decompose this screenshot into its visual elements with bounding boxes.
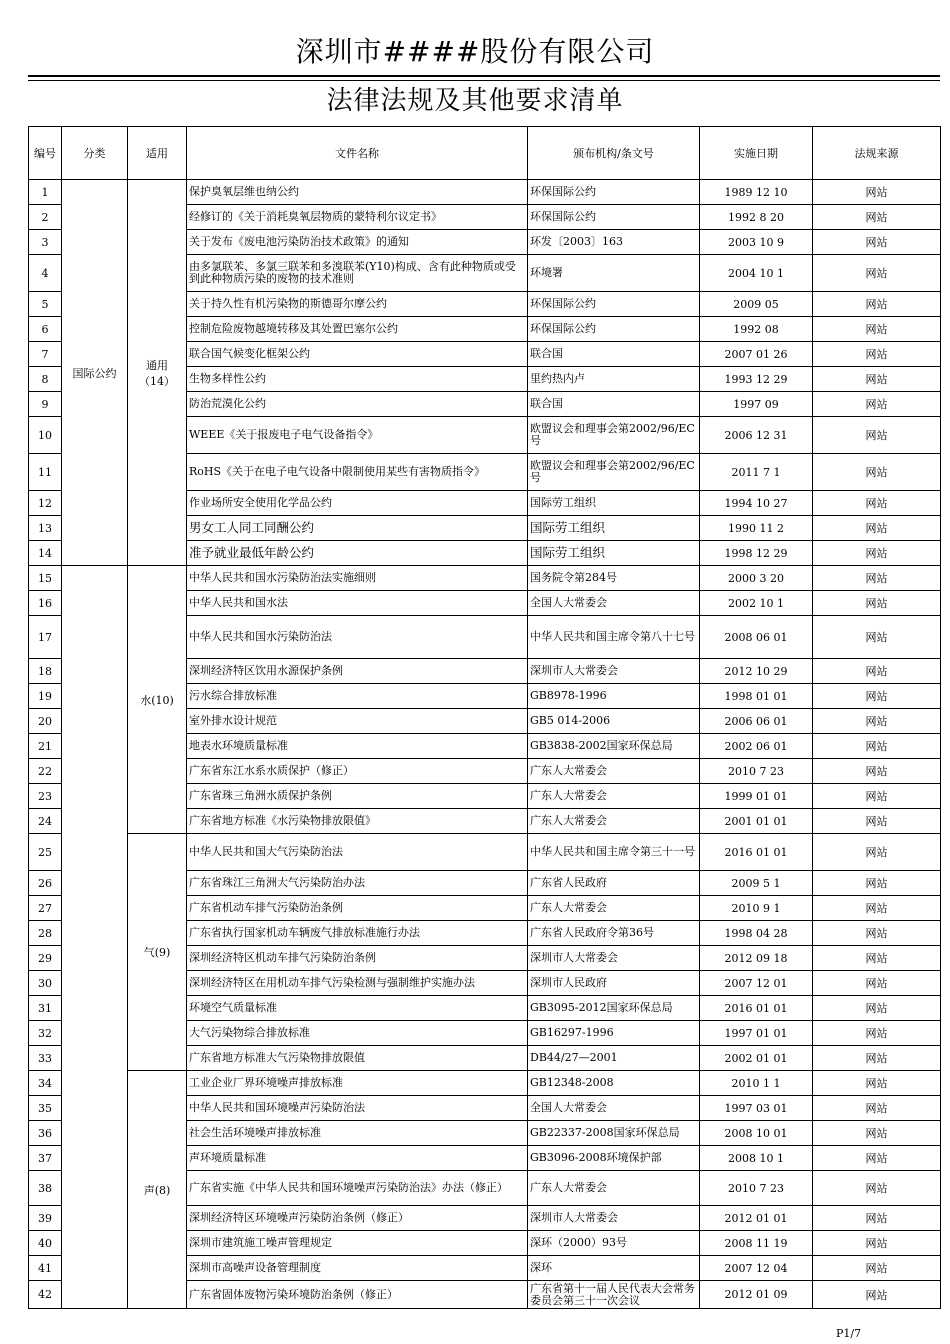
effective-date: 2006 06 01 — [700, 709, 813, 734]
effective-date: 2000 3 20 — [700, 566, 813, 591]
source: 网站 — [813, 491, 941, 516]
source: 网站 — [813, 709, 941, 734]
source: 网站 — [813, 809, 941, 834]
issuer: 全国人大常委会 — [528, 1096, 700, 1121]
row-number: 30 — [29, 971, 62, 996]
source: 网站 — [813, 1096, 941, 1121]
document-name: 中华人民共和国水法 — [187, 591, 528, 616]
source: 网站 — [813, 392, 941, 417]
issuer: 里约热内卢 — [528, 367, 700, 392]
header-issuer: 颁布机构/条文号 — [528, 127, 700, 180]
document-name: 环境空气质量标准 — [187, 996, 528, 1021]
row-number: 32 — [29, 1021, 62, 1046]
row-number: 7 — [29, 342, 62, 367]
row-number: 3 — [29, 230, 62, 255]
row-number: 42 — [29, 1281, 62, 1309]
row-number: 22 — [29, 759, 62, 784]
row-number: 23 — [29, 784, 62, 809]
scope-cell: 通用 （14） — [128, 180, 187, 566]
source: 网站 — [813, 871, 941, 896]
row-number: 37 — [29, 1146, 62, 1171]
document-name: 防治荒漠化公约 — [187, 392, 528, 417]
issuer: 深圳市人民政府 — [528, 971, 700, 996]
document-name: 污水综合排放标准 — [187, 684, 528, 709]
row-number: 13 — [29, 516, 62, 541]
row-number: 16 — [29, 591, 62, 616]
row-number: 33 — [29, 1046, 62, 1071]
effective-date: 2011 7 1 — [700, 454, 813, 491]
row-number: 26 — [29, 871, 62, 896]
source: 网站 — [813, 1206, 941, 1231]
effective-date: 1998 01 01 — [700, 684, 813, 709]
effective-date: 1992 8 20 — [700, 205, 813, 230]
document-name: 关于发布《废电池污染防治技术政策》的通知 — [187, 230, 528, 255]
effective-date: 2012 10 29 — [700, 659, 813, 684]
header-category: 分类 — [62, 127, 128, 180]
source: 网站 — [813, 921, 941, 946]
source: 网站 — [813, 1021, 941, 1046]
issuer: 环保国际公约 — [528, 292, 700, 317]
document-name: 中华人民共和国水污染防治法实施细则 — [187, 566, 528, 591]
document-name: 广东省固体废物污染环境防治条例（修正） — [187, 1281, 528, 1309]
issuer: 国际劳工组织 — [528, 516, 700, 541]
effective-date: 1990 11 2 — [700, 516, 813, 541]
source: 网站 — [813, 417, 941, 454]
source: 网站 — [813, 896, 941, 921]
effective-date: 1993 12 29 — [700, 367, 813, 392]
document-name: 作业场所安全使用化学品公约 — [187, 491, 528, 516]
issuer: 广东人大常委会 — [528, 896, 700, 921]
issuer: 环保国际公约 — [528, 317, 700, 342]
source: 网站 — [813, 616, 941, 659]
effective-date: 2008 10 01 — [700, 1121, 813, 1146]
document-name: 广东省执行国家机动车辆废气排放标准施行办法 — [187, 921, 528, 946]
issuer: DB44/27—2001 — [528, 1046, 700, 1071]
document-name: 广东省地方标准大气污染物排放限值 — [187, 1046, 528, 1071]
issuer: 深圳市人大常委会 — [528, 659, 700, 684]
table-row — [29, 1071, 941, 1096]
effective-date: 1998 12 29 — [700, 541, 813, 566]
row-number: 29 — [29, 946, 62, 971]
document-name: 广东省机动车排气污染防治条例 — [187, 896, 528, 921]
source: 网站 — [813, 342, 941, 367]
row-number: 35 — [29, 1096, 62, 1121]
document-name: 中华人民共和国大气污染防治法 — [187, 834, 528, 871]
issuer: 广东省人民政府令第36号 — [528, 921, 700, 946]
row-number: 17 — [29, 616, 62, 659]
document-name: 广东省珠三角洲水质保护条例 — [187, 784, 528, 809]
document-name: 地表水环境质量标准 — [187, 734, 528, 759]
issuer: GB12348-2008 — [528, 1071, 700, 1096]
source: 网站 — [813, 759, 941, 784]
document-name: 男女工人同工同酬公约 — [187, 516, 528, 541]
effective-date: 2008 10 1 — [700, 1146, 813, 1171]
issuer: 广东人大常委会 — [528, 759, 700, 784]
source: 网站 — [813, 684, 941, 709]
source: 网站 — [813, 367, 941, 392]
issuer: 全国人大常委会 — [528, 591, 700, 616]
effective-date: 2007 12 04 — [700, 1256, 813, 1281]
row-number: 21 — [29, 734, 62, 759]
document-name: 大气污染物综合排放标准 — [187, 1021, 528, 1046]
row-number: 11 — [29, 454, 62, 491]
row-number: 2 — [29, 205, 62, 230]
document-name: 准予就业最低年龄公约 — [187, 541, 528, 566]
source: 网站 — [813, 1231, 941, 1256]
document-name: 关于持久性有机污染物的斯德哥尔摩公约 — [187, 292, 528, 317]
source: 网站 — [813, 996, 941, 1021]
effective-date: 2016 01 01 — [700, 996, 813, 1021]
effective-date: 1997 01 01 — [700, 1021, 813, 1046]
issuer: 环境署 — [528, 255, 700, 292]
table-header-row — [29, 127, 941, 180]
effective-date: 2002 10 1 — [700, 591, 813, 616]
header-source: 法规来源 — [813, 127, 941, 180]
row-number: 14 — [29, 541, 62, 566]
effective-date: 1997 09 — [700, 392, 813, 417]
effective-date: 2006 12 31 — [700, 417, 813, 454]
effective-date: 1989 12 10 — [700, 180, 813, 205]
effective-date: 2002 06 01 — [700, 734, 813, 759]
source: 网站 — [813, 292, 941, 317]
row-number: 28 — [29, 921, 62, 946]
issuer: 环保国际公约 — [528, 180, 700, 205]
document-name: 社会生活环境噪声排放标准 — [187, 1121, 528, 1146]
issuer: GB8978-1996 — [528, 684, 700, 709]
effective-date: 2002 01 01 — [700, 1046, 813, 1071]
document-name: 中华人民共和国水污染防治法 — [187, 616, 528, 659]
source: 网站 — [813, 659, 941, 684]
document-name: 广东省东江水系水质保护（修正） — [187, 759, 528, 784]
issuer: 联合国 — [528, 342, 700, 367]
document-name: 深圳经济特区在用机动车排气污染检测与强制维护实施办法 — [187, 971, 528, 996]
issuer: 国际劳工组织 — [528, 541, 700, 566]
row-number: 40 — [29, 1231, 62, 1256]
issuer: 联合国 — [528, 392, 700, 417]
issuer: GB16297-1996 — [528, 1021, 700, 1046]
issuer: 中华人民共和国主席令第八十七号 — [528, 616, 700, 659]
effective-date: 1997 03 01 — [700, 1096, 813, 1121]
issuer: 深环 — [528, 1256, 700, 1281]
company-title: 深圳市####股份有限公司 — [295, 35, 655, 68]
row-number: 41 — [29, 1256, 62, 1281]
document-name: 工业企业厂界环境噪声排放标准 — [187, 1071, 528, 1096]
issuer: 欧盟议会和理事会第2002/96/EC号 — [528, 454, 700, 491]
document-name: 深圳经济特区环境噪声污染防治条例（修正） — [187, 1206, 528, 1231]
document-name: RoHS《关于在电子电气设备中限制使用某些有害物质指令》 — [187, 454, 528, 491]
source: 网站 — [813, 516, 941, 541]
row-number: 12 — [29, 491, 62, 516]
table-row — [29, 834, 941, 871]
effective-date: 1999 01 01 — [700, 784, 813, 809]
effective-date: 2010 7 23 — [700, 1171, 813, 1206]
row-number: 31 — [29, 996, 62, 1021]
row-number: 25 — [29, 834, 62, 871]
document-name: 室外排水设计规范 — [187, 709, 528, 734]
effective-date: 1998 04 28 — [700, 921, 813, 946]
issuer: 欧盟议会和理事会第2002/96/EC号 — [528, 417, 700, 454]
effective-date: 2016 01 01 — [700, 834, 813, 871]
document-name: 中华人民共和国环境噪声污染防治法 — [187, 1096, 528, 1121]
source: 网站 — [813, 1281, 941, 1309]
header-no: 编号 — [29, 127, 62, 180]
effective-date: 2001 01 01 — [700, 809, 813, 834]
effective-date: 2007 01 26 — [700, 342, 813, 367]
effective-date: 2012 01 01 — [700, 1206, 813, 1231]
row-number: 20 — [29, 709, 62, 734]
source: 网站 — [813, 591, 941, 616]
source: 网站 — [813, 1121, 941, 1146]
issuer: GB5 014-2006 — [528, 709, 700, 734]
effective-date: 2007 12 01 — [700, 971, 813, 996]
row-number: 24 — [29, 809, 62, 834]
issuer: 深圳市人大常委会 — [528, 1206, 700, 1231]
table-row — [29, 180, 941, 205]
issuer: 环发〔2003〕163 — [528, 230, 700, 255]
row-number: 27 — [29, 896, 62, 921]
row-number: 38 — [29, 1171, 62, 1206]
document-name: 由多氯联苯、多氯三联苯和多溴联苯(Y10)构成、含有此种物质或受到此种物质污染的废物的技术准则 — [187, 255, 528, 292]
issuer: 广东人大常委会 — [528, 784, 700, 809]
source: 网站 — [813, 784, 941, 809]
source: 网站 — [813, 205, 941, 230]
document-name: 生物多样性公约 — [187, 367, 528, 392]
category-cell: 国际公约 — [62, 180, 128, 566]
effective-date: 2003 10 9 — [700, 230, 813, 255]
source: 网站 — [813, 734, 941, 759]
category-cell — [62, 566, 128, 1309]
row-number: 10 — [29, 417, 62, 454]
regulations-table — [28, 126, 941, 1309]
header-scope: 适用 — [128, 127, 187, 180]
row-number: 15 — [29, 566, 62, 591]
header-name: 文件名称 — [187, 127, 528, 180]
document-name: 联合国气候变化框架公约 — [187, 342, 528, 367]
issuer: 深环（2000）93号 — [528, 1231, 700, 1256]
source: 网站 — [813, 541, 941, 566]
header-date: 实施日期 — [700, 127, 813, 180]
scope-cell: 气(9) — [128, 834, 187, 1071]
title-rule — [28, 75, 940, 77]
row-number: 36 — [29, 1121, 62, 1146]
row-number: 1 — [29, 180, 62, 205]
effective-date: 1992 08 — [700, 317, 813, 342]
document-name: 深圳市建筑施工噪声管理规定 — [187, 1231, 528, 1256]
issuer: GB3838-2002国家环保总局 — [528, 734, 700, 759]
source: 网站 — [813, 834, 941, 871]
issuer: 中华人民共和国主席令第三十一号 — [528, 834, 700, 871]
row-number: 39 — [29, 1206, 62, 1231]
row-number: 34 — [29, 1071, 62, 1096]
source: 网站 — [813, 566, 941, 591]
source: 网站 — [813, 230, 941, 255]
issuer: GB3096-2008环境保护部 — [528, 1146, 700, 1171]
effective-date: 2008 06 01 — [700, 616, 813, 659]
source: 网站 — [813, 317, 941, 342]
document-name: 广东省实施《中华人民共和国环境噪声污染防治法》办法（修正） — [187, 1171, 528, 1206]
effective-date: 2010 1 1 — [700, 1071, 813, 1096]
table-row — [29, 566, 941, 591]
effective-date: 2009 05 — [700, 292, 813, 317]
document-name: 广东省地方标准《水污染物排放限值》 — [187, 809, 528, 834]
document-name: 控制危险废物越境转移及其处置巴塞尔公约 — [187, 317, 528, 342]
document-name: 深圳经济特区饮用水源保护条例 — [187, 659, 528, 684]
source: 网站 — [813, 454, 941, 491]
issuer: 环保国际公约 — [528, 205, 700, 230]
document-name: WEEE《关于报废电子电气设备指令》 — [187, 417, 528, 454]
row-number: 18 — [29, 659, 62, 684]
row-number: 8 — [29, 367, 62, 392]
effective-date: 2010 7 23 — [700, 759, 813, 784]
issuer: GB3095-2012国家环保总局 — [528, 996, 700, 1021]
document-name: 经修订的《关于消耗臭氧层物质的蒙特利尔议定书》 — [187, 205, 528, 230]
issuer: 国务院令第284号 — [528, 566, 700, 591]
scope-cell: 水(10) — [128, 566, 187, 834]
source: 网站 — [813, 180, 941, 205]
issuer: 深圳市人大常委会 — [528, 946, 700, 971]
source: 网站 — [813, 1256, 941, 1281]
source: 网站 — [813, 1046, 941, 1071]
document-subtitle: 法律法规及其他要求清单 — [326, 86, 624, 116]
issuer: GB22337-2008国家环保总局 — [528, 1121, 700, 1146]
source: 网站 — [813, 1171, 941, 1206]
document-name: 声环境质量标准 — [187, 1146, 528, 1171]
row-number: 9 — [29, 392, 62, 417]
row-number: 5 — [29, 292, 62, 317]
row-number: 4 — [29, 255, 62, 292]
row-number: 6 — [29, 317, 62, 342]
scope-cell: 声(8) — [128, 1071, 187, 1309]
issuer: 广东人大常委会 — [528, 809, 700, 834]
effective-date: 1994 10 27 — [700, 491, 813, 516]
issuer: 国际劳工组织 — [528, 491, 700, 516]
effective-date: 2008 11 19 — [700, 1231, 813, 1256]
source: 网站 — [813, 1071, 941, 1096]
issuer: 广东人大常委会 — [528, 1171, 700, 1206]
issuer: 广东省人民政府 — [528, 871, 700, 896]
source: 网站 — [813, 971, 941, 996]
effective-date: 2004 10 1 — [700, 255, 813, 292]
effective-date: 2012 01 09 — [700, 1281, 813, 1309]
document-name: 深圳经济特区机动车排气污染防治条例 — [187, 946, 528, 971]
effective-date: 2010 9 1 — [700, 896, 813, 921]
page-number: P1/7 — [836, 1327, 862, 1340]
document-name: 深圳市高噪声设备管理制度 — [187, 1256, 528, 1281]
row-number: 19 — [29, 684, 62, 709]
source: 网站 — [813, 255, 941, 292]
issuer: 广东省第十一届人民代表大会常务委员会第三十一次会议 — [528, 1281, 700, 1309]
document-name: 保护臭氧层维也纳公约 — [187, 180, 528, 205]
effective-date: 2009 5 1 — [700, 871, 813, 896]
effective-date: 2012 09 18 — [700, 946, 813, 971]
source: 网站 — [813, 1146, 941, 1171]
source: 网站 — [813, 946, 941, 971]
document-name: 广东省珠江三角洲大气污染防治办法 — [187, 871, 528, 896]
